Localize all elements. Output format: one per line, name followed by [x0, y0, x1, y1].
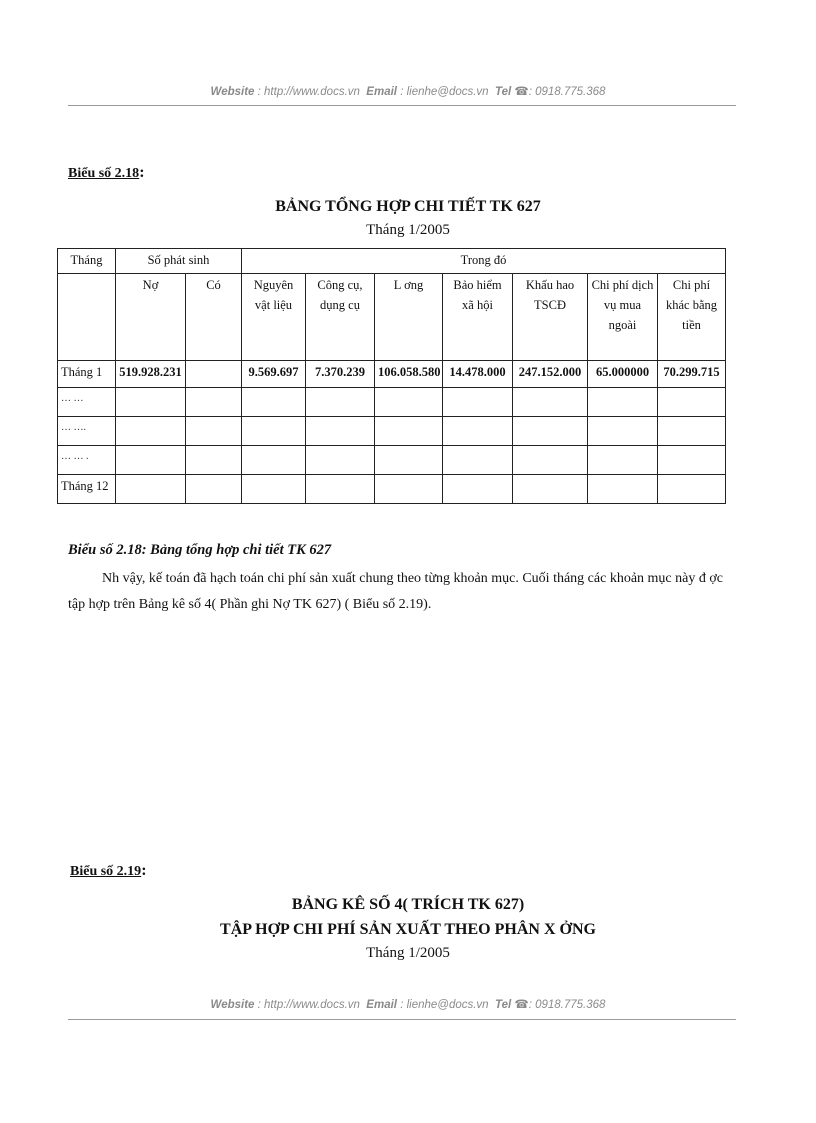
table-row: [58, 361, 726, 388]
table-cell: [513, 417, 588, 446]
tel-value: : 0918.775.368: [528, 86, 606, 98]
figure-caption: Biểu số 2.18: Bảng tổng hợp chi tiết TK 627: [68, 542, 332, 558]
table-cell: [116, 475, 186, 504]
table-cell: [588, 446, 658, 475]
table-cell: [443, 446, 513, 475]
section2-caption-label: Biểu số 2.19: [70, 864, 142, 879]
table-cell: Tháng 1: [58, 361, 116, 388]
section1-caption-label: Biểu số 2.18: [68, 166, 140, 181]
header-sub-cell: L ơng: [375, 274, 443, 361]
header-cell-incurred: Số phát sinh: [116, 249, 242, 274]
table-cell: 519.928.231: [116, 361, 186, 388]
email-label: Email: [366, 999, 397, 1011]
header-sub-cell: Công cụ, dụng cụ: [306, 274, 375, 361]
table-cell: [242, 475, 306, 504]
section1-title: BẢNG TỔNG HỢP CHI TIẾT TK 627: [275, 198, 541, 215]
website-value[interactable]: : http://www.docs.vn: [257, 999, 360, 1011]
body-paragraph-text: Nh vậy, kế toán đã hạch toán chi phí sản xuất chung theo từng khoản mục. Cuối tháng các khoản mục này đ ợc tập hợp trên Bảng kê số 4( Phần ghi Nợ TK 627) ( Biểu số 2.19).: [68, 571, 723, 612]
table-header-top-row: [58, 249, 726, 274]
table-cell: [588, 475, 658, 504]
section1-subtitle: Tháng 1/2005: [366, 222, 450, 238]
table-cell: [116, 388, 186, 417]
detail-table: [57, 248, 726, 504]
table-cell: … …: [58, 388, 116, 417]
header-cell-of-which: Trong đó: [242, 249, 726, 274]
table-cell: 7.370.239: [306, 361, 375, 388]
table-cell: … ….: [58, 417, 116, 446]
table-row: [58, 446, 726, 475]
table-cell: [306, 388, 375, 417]
table-cell: [375, 417, 443, 446]
website-value[interactable]: : http://www.docs.vn: [257, 86, 360, 98]
page-header-top: [0, 84, 816, 98]
table-cell: [116, 417, 186, 446]
table-cell: [443, 475, 513, 504]
header-sub-cell: [58, 274, 116, 361]
header-sub-cell: Bảo hiểm xã hội: [443, 274, 513, 361]
table-cell: [658, 475, 726, 504]
email-value[interactable]: : lienhe@docs.vn: [400, 999, 489, 1011]
header-sub-cell: Nguyên vật liệu: [242, 274, 306, 361]
table-cell: [513, 446, 588, 475]
table-cell: … … .: [58, 446, 116, 475]
section1-caption-colon: :: [139, 164, 145, 181]
table-cell: [375, 446, 443, 475]
phone-icon: ☎: [514, 86, 529, 98]
header-sub-cell: Khấu hao TSCĐ: [513, 274, 588, 361]
table-cell: [242, 388, 306, 417]
table-cell: [375, 475, 443, 504]
table-cell: [306, 475, 375, 504]
header-cell-month: Tháng: [58, 249, 116, 274]
table-cell: [658, 446, 726, 475]
section2-subtitle: Tháng 1/2005: [366, 945, 450, 961]
header-sub-cell: Chi phí dịch vụ mua ngoài: [588, 274, 658, 361]
table-cell: [116, 446, 186, 475]
table-cell: 9.569.697: [242, 361, 306, 388]
header-sub-cell: Chi phí khác bằng tiền: [658, 274, 726, 361]
table-cell: [513, 475, 588, 504]
table-cell: 70.299.715: [658, 361, 726, 388]
table-cell: [588, 417, 658, 446]
header-sub-cell: Nợ: [116, 274, 186, 361]
website-label: Website: [210, 86, 255, 98]
table-row: [58, 475, 726, 504]
table-cell: 247.152.000: [513, 361, 588, 388]
table-cell: [658, 417, 726, 446]
table-cell: [375, 388, 443, 417]
email-label: Email: [366, 86, 397, 98]
tel-label: Tel: [494, 999, 512, 1011]
table-cell: 14.478.000: [443, 361, 513, 388]
table-cell: [186, 361, 242, 388]
phone-icon: ☎: [514, 999, 529, 1011]
website-label: Website: [210, 999, 255, 1011]
table-cell: [186, 446, 242, 475]
table-cell: [242, 446, 306, 475]
header-rule-top: [68, 105, 736, 106]
section2-caption: [70, 862, 147, 880]
table-cell: 65.000000: [588, 361, 658, 388]
table-cell: [306, 417, 375, 446]
email-value[interactable]: : lienhe@docs.vn: [400, 86, 489, 98]
table-header-sub-row: [58, 274, 726, 361]
table-cell: [588, 388, 658, 417]
table-cell: [306, 446, 375, 475]
section1-caption: [68, 164, 145, 182]
section2-title-line1: BẢNG KÊ SỐ 4( TRÍCH TK 627): [291, 896, 525, 913]
section2-title-line2: TẬP HỢP CHI PHÍ SẢN XUẤT THEO PHÂN X ỞNG: [220, 921, 596, 938]
table-cell: [658, 388, 726, 417]
tel-label: Tel: [494, 86, 512, 98]
table-cell: [186, 475, 242, 504]
table-cell: [186, 388, 242, 417]
table-cell: [443, 388, 513, 417]
table-cell: [443, 417, 513, 446]
table-row: [58, 388, 726, 417]
table-cell: Tháng 12: [58, 475, 116, 504]
section2-caption-colon: :: [141, 862, 147, 879]
body-paragraph: [68, 566, 736, 618]
table-cell: 106.058.580: [375, 361, 443, 388]
page-header-bottom: [0, 997, 816, 1011]
table-cell: [186, 417, 242, 446]
tel-value: : 0918.775.368: [528, 999, 606, 1011]
header-rule-bottom: [68, 1019, 736, 1020]
table-cell: [242, 417, 306, 446]
header-sub-cell: Có: [186, 274, 242, 361]
table-cell: [513, 388, 588, 417]
table-row: [58, 417, 726, 446]
